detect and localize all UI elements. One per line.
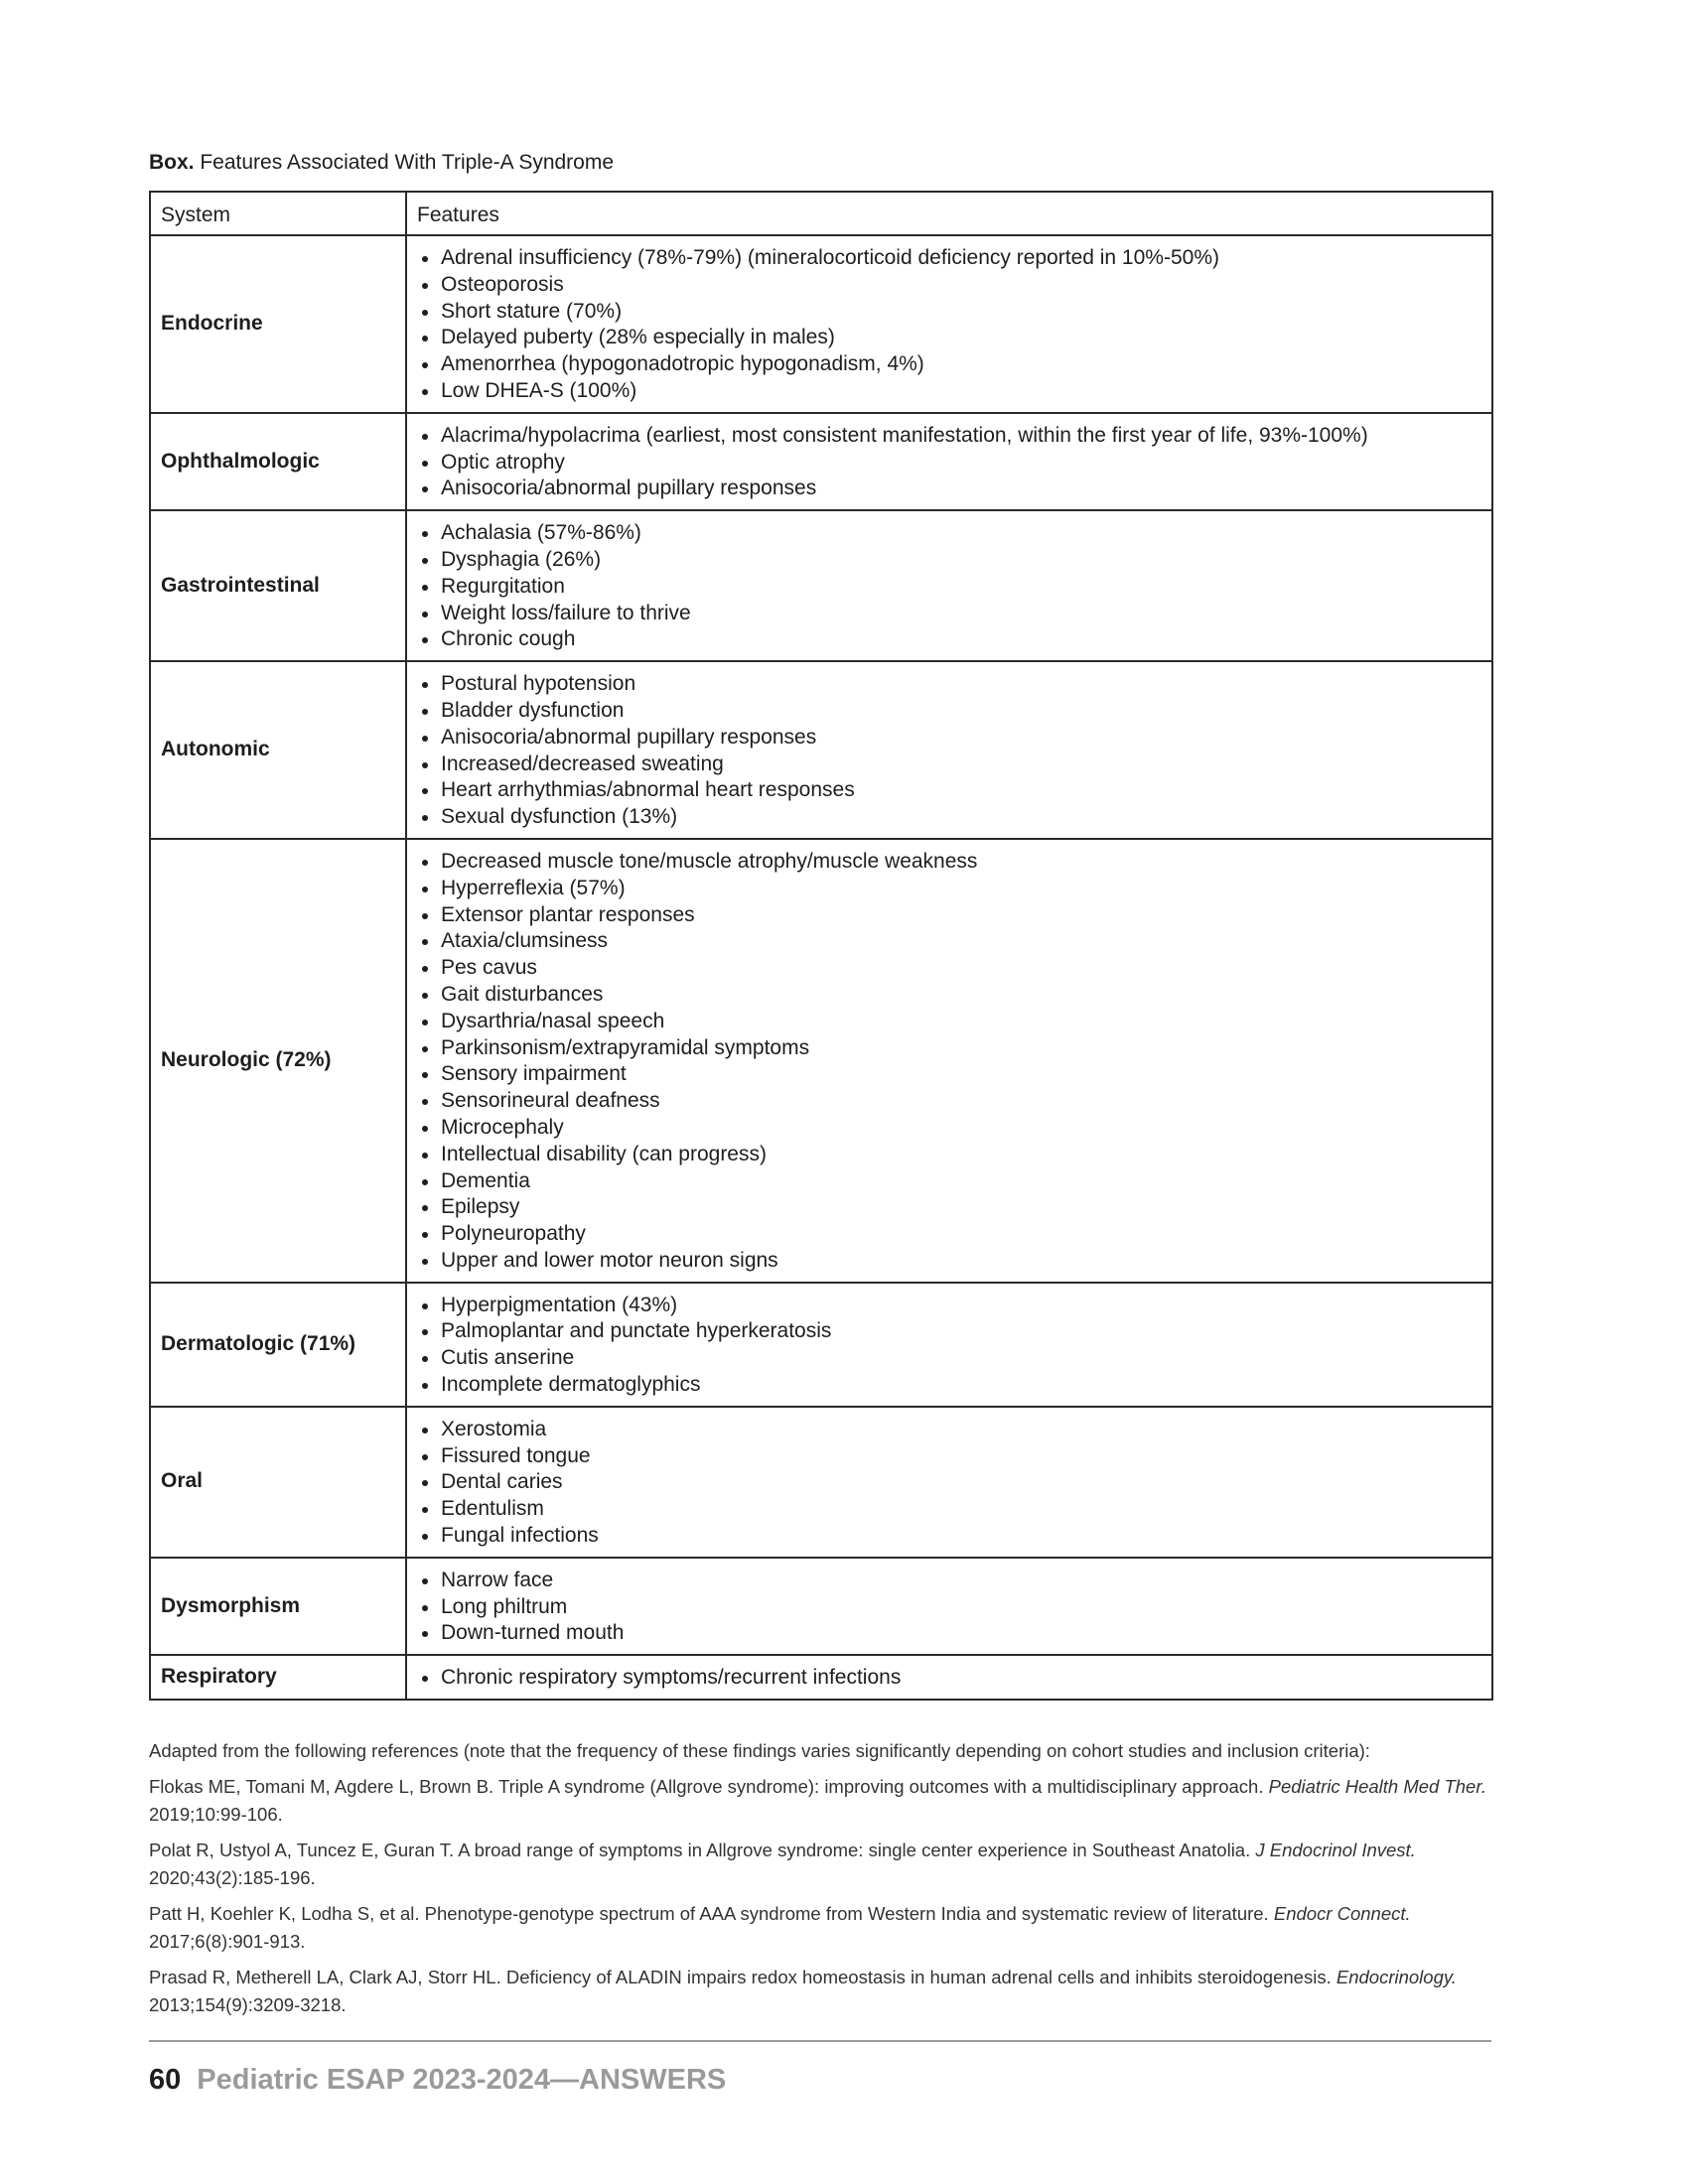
feature-item: Dementia xyxy=(419,1168,1481,1195)
table-row xyxy=(150,235,1492,413)
header-features: Features xyxy=(406,192,1492,235)
feature-item: Hyperreflexia (57%) xyxy=(419,876,1481,902)
system-cell: Autonomic xyxy=(150,661,406,839)
feature-item: Gait disturbances xyxy=(419,982,1481,1009)
reference-item xyxy=(149,1964,1499,2019)
reference-item xyxy=(149,1837,1499,1892)
table-body xyxy=(150,235,1492,1700)
features-cell xyxy=(406,1558,1492,1655)
feature-item: Extensor plantar responses xyxy=(419,902,1481,929)
table-row xyxy=(150,661,1492,839)
feature-item: Microcephaly xyxy=(419,1115,1481,1142)
features-cell xyxy=(406,1283,1492,1407)
reference-journal: Endocrinology. xyxy=(1336,1967,1457,1987)
feature-item: Long philtrum xyxy=(419,1594,1481,1621)
reference-journal: Endocr Connect. xyxy=(1273,1903,1411,1924)
features-table xyxy=(149,191,1493,1701)
feature-item: Adrenal insufficiency (78%-79%) (mineralocorticoid deficiency reported in 10%-50%) xyxy=(419,245,1481,272)
book-title: Pediatric ESAP 2023-2024—ANSWERS xyxy=(197,2064,727,2096)
feature-list xyxy=(419,671,1481,831)
feature-item: Achalasia (57%-86%) xyxy=(419,520,1481,547)
feature-item: Heart arrhythmias/abnormal heart responses xyxy=(419,777,1481,804)
feature-item: Narrow face xyxy=(419,1568,1481,1594)
system-cell: Respiratory xyxy=(150,1655,406,1700)
feature-item: Bladder dysfunction xyxy=(419,698,1481,725)
feature-item: Sexual dysfunction (13%) xyxy=(419,804,1481,831)
feature-item: Dysarthria/nasal speech xyxy=(419,1009,1481,1035)
feature-item: Epilepsy xyxy=(419,1194,1481,1221)
feature-item: Delayed puberty (28% especially in males) xyxy=(419,325,1481,351)
feature-list xyxy=(419,520,1481,653)
reference-item xyxy=(149,1900,1499,1956)
table-row xyxy=(150,1283,1492,1407)
system-cell: Neurologic (72%) xyxy=(150,839,406,1283)
feature-item: Fissured tongue xyxy=(419,1443,1481,1470)
feature-item: Chronic respiratory symptoms/recurrent infections xyxy=(419,1665,1481,1692)
features-cell xyxy=(406,413,1492,510)
table-row xyxy=(150,510,1492,661)
feature-list xyxy=(419,1665,1481,1692)
feature-list xyxy=(419,423,1481,502)
feature-item: Fungal infections xyxy=(419,1523,1481,1550)
feature-list xyxy=(419,849,1481,1275)
features-table-container xyxy=(149,191,1491,1701)
feature-item: Increased/decreased sweating xyxy=(419,751,1481,778)
feature-item: Decreased muscle tone/muscle atrophy/muscle weakness xyxy=(419,849,1481,876)
feature-item: Sensorineural deafness xyxy=(419,1088,1481,1115)
table-row xyxy=(150,1407,1492,1558)
system-cell: Oral xyxy=(150,1407,406,1558)
feature-item: Intellectual disability (can progress) xyxy=(419,1142,1481,1168)
reference-text: Prasad R, Metherell LA, Clark AJ, Storr HL. Deficiency of ALADIN impairs redox homeostasis in human adrenal cells and inhibits steroidogenesis. xyxy=(149,1967,1336,1987)
features-cell xyxy=(406,839,1492,1283)
reference-text: Polat R, Ustyol A, Tuncez E, Guran T. A broad range of symptoms in Allgrove syndrome: single center experience in Southeast Anatolia. xyxy=(149,1840,1256,1860)
feature-item: Short stature (70%) xyxy=(419,299,1481,326)
reference-item xyxy=(149,1773,1499,1829)
feature-item: Incomplete dermatoglyphics xyxy=(419,1372,1481,1399)
feature-list xyxy=(419,245,1481,405)
feature-item: Edentulism xyxy=(419,1496,1481,1523)
feature-item: Osteoporosis xyxy=(419,272,1481,299)
reference-citation: 2013;154(9):3209-3218. xyxy=(149,1994,347,2015)
box-caption xyxy=(149,148,614,178)
table-row xyxy=(150,413,1492,510)
reference-text: Flokas ME, Tomani M, Agdere L, Brown B. Triple A syndrome (Allgrove syndrome): improving outcomes with a multidisciplinary approach. xyxy=(149,1776,1269,1797)
page-footer xyxy=(149,2062,726,2098)
feature-item: Upper and lower motor neuron signs xyxy=(419,1248,1481,1275)
feature-item: Polyneuropathy xyxy=(419,1221,1481,1248)
feature-item: Alacrima/hypolacrima (earliest, most consistent manifestation, within the first year of life, 93%-100%) xyxy=(419,423,1481,450)
table-row xyxy=(150,1558,1492,1655)
reference-citation: 2019;10:99-106. xyxy=(149,1804,283,1825)
feature-item: Sensory impairment xyxy=(419,1061,1481,1088)
footer-divider xyxy=(149,2040,1491,2042)
feature-item: Regurgitation xyxy=(419,574,1481,601)
system-cell: Ophthalmologic xyxy=(150,413,406,510)
feature-item: Dental caries xyxy=(419,1469,1481,1496)
system-cell: Endocrine xyxy=(150,235,406,413)
feature-item: Postural hypotension xyxy=(419,671,1481,698)
feature-list xyxy=(419,1417,1481,1550)
feature-item: Optic atrophy xyxy=(419,450,1481,477)
system-cell: Gastrointestinal xyxy=(150,510,406,661)
reference-citation: 2020;43(2):185-196. xyxy=(149,1867,316,1888)
reference-citation: 2017;6(8):901-913. xyxy=(149,1931,306,1952)
features-cell xyxy=(406,1407,1492,1558)
feature-item: Parkinsonism/extrapyramidal symptoms xyxy=(419,1035,1481,1062)
references xyxy=(149,1737,1499,2027)
feature-item: Xerostomia xyxy=(419,1417,1481,1443)
feature-list xyxy=(419,1568,1481,1647)
feature-item: Anisocoria/abnormal pupillary responses xyxy=(419,725,1481,751)
feature-item: Amenorrhea (hypogonadotropic hypogonadism, 4%) xyxy=(419,351,1481,378)
header-system: System xyxy=(150,192,406,235)
feature-item: Chronic cough xyxy=(419,626,1481,653)
feature-item: Anisocoria/abnormal pupillary responses xyxy=(419,476,1481,502)
features-cell xyxy=(406,510,1492,661)
feature-item: Low DHEA-S (100%) xyxy=(419,378,1481,405)
feature-item: Dysphagia (26%) xyxy=(419,547,1481,574)
feature-item: Hyperpigmentation (43%) xyxy=(419,1293,1481,1319)
system-cell: Dermatologic (71%) xyxy=(150,1283,406,1407)
feature-item: Pes cavus xyxy=(419,955,1481,982)
feature-item: Down-turned mouth xyxy=(419,1620,1481,1647)
page-number: 60 xyxy=(149,2064,182,2096)
feature-item: Palmoplantar and punctate hyperkeratosis xyxy=(419,1318,1481,1345)
feature-item: Ataxia/clumsiness xyxy=(419,928,1481,955)
feature-item: Weight loss/failure to thrive xyxy=(419,601,1481,627)
table-row xyxy=(150,1655,1492,1700)
box-label: Box. xyxy=(149,151,195,174)
table-header-row xyxy=(150,192,1492,235)
reference-text: Patt H, Koehler K, Lodha S, et al. Phenotype-genotype spectrum of AAA syndrome from Western India and systematic review of literature. xyxy=(149,1903,1274,1924)
features-cell xyxy=(406,1655,1492,1700)
feature-list xyxy=(419,1293,1481,1399)
feature-item: Cutis anserine xyxy=(419,1345,1481,1372)
reference-journal: Pediatric Health Med Ther. xyxy=(1268,1776,1486,1797)
references-intro: Adapted from the following references (note that the frequency of these findings varies significantly depending on cohort studies and inclusion criteria): xyxy=(149,1740,1370,1761)
reference-list xyxy=(149,1773,1499,2019)
system-cell: Dysmorphism xyxy=(150,1558,406,1655)
reference-journal: J Endocrinol Invest. xyxy=(1255,1840,1416,1860)
box-title: Features Associated With Triple-A Syndrome xyxy=(194,151,615,174)
features-cell xyxy=(406,661,1492,839)
table-row xyxy=(150,839,1492,1283)
features-cell xyxy=(406,235,1492,413)
